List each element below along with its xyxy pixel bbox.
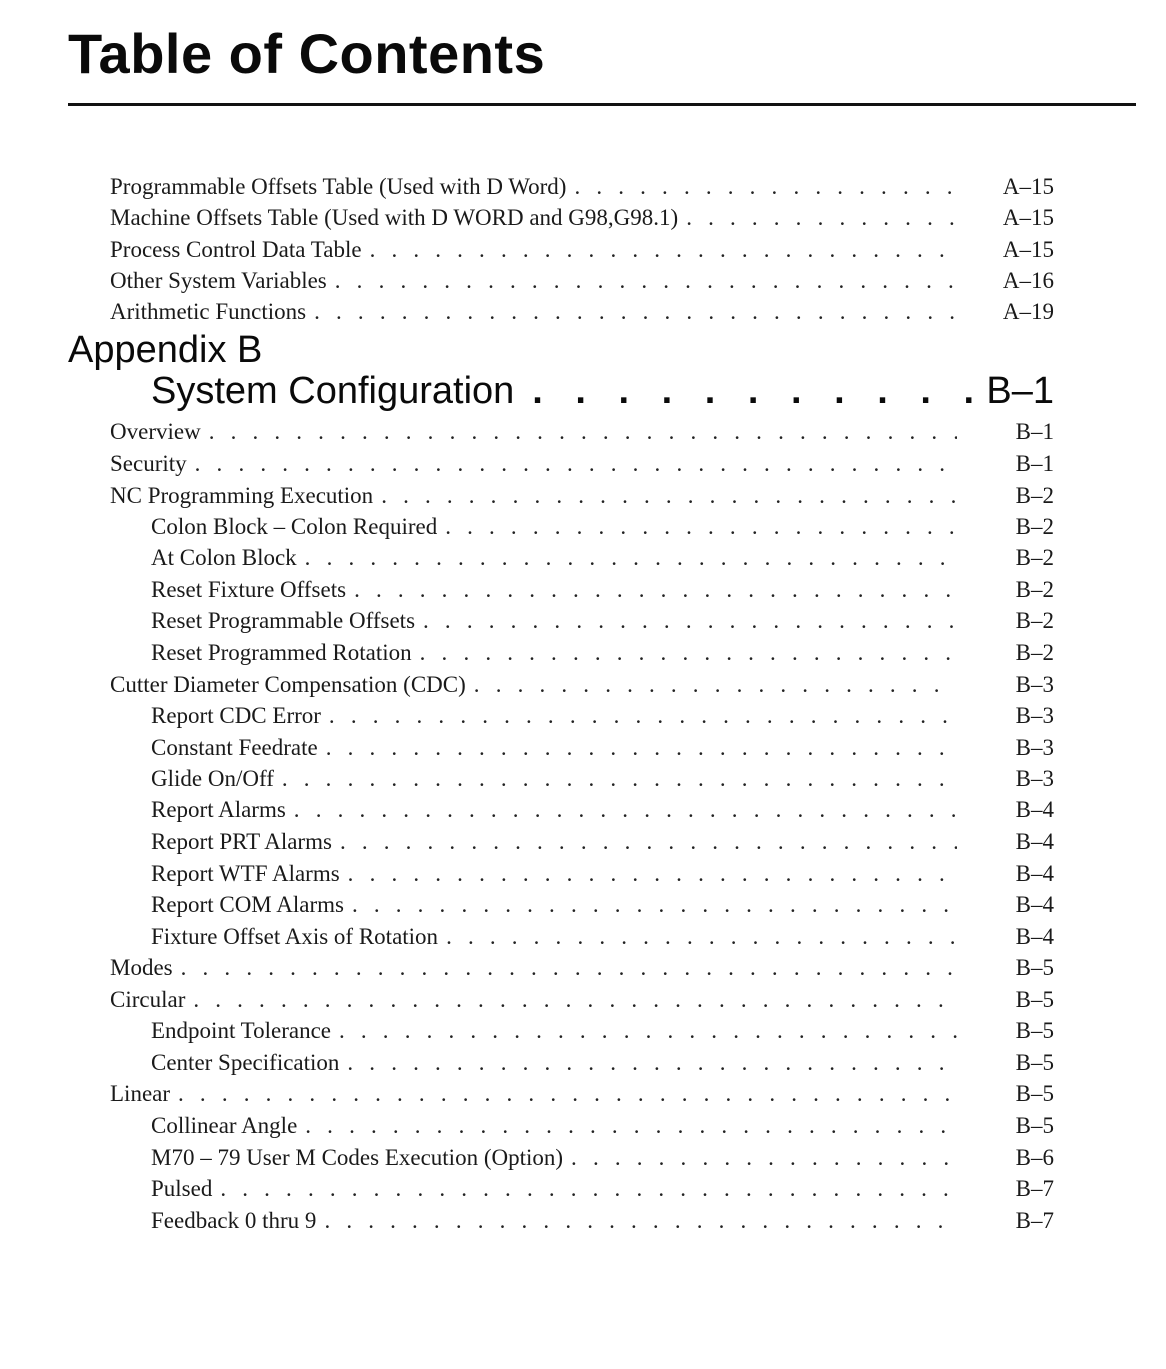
toc-entry-page: B–3 [1015,703,1054,728]
dot-leader [193,984,957,1016]
toc-entry-label: Center Specification [151,1050,340,1075]
toc-entry-page: A–15 [1002,174,1054,199]
dot-leader [571,1142,957,1174]
dot-leader [381,480,957,512]
toc-entry-nc-programming-execution[interactable] [110,480,1054,512]
toc-entry-colon-block-colon-required[interactable] [151,511,1054,543]
toc-entry-center-specification[interactable] [151,1047,1054,1079]
toc-entry-collinear-angle[interactable] [151,1110,1054,1142]
toc-entry-label: Collinear Angle [151,1113,298,1138]
toc-entry-feedback-0-thru-9[interactable] [151,1205,1054,1237]
toc-entry-page: B–5 [1015,987,1054,1012]
toc-entry-label: Process Control Data Table [110,237,362,262]
toc-entry-page: B–2 [1015,640,1054,665]
toc-entry-page: B–5 [1015,1018,1054,1043]
toc-entry-label: Report WTF Alarms [151,861,340,886]
toc-entry-glide-on-off[interactable] [151,763,1054,795]
toc-entry-page: B–4 [1015,829,1054,854]
toc-entry-page: B–6 [1015,1145,1054,1170]
toc-entry-page: B–2 [1015,545,1054,570]
toc-entry-page: B–5 [1015,1113,1054,1138]
toc-entry-reset-fixture-offsets[interactable] [151,574,1054,606]
toc-entry-label: Feedback 0 thru 9 [151,1208,317,1233]
toc-entry-label: Constant Feedrate [151,735,318,760]
toc-entry-label: Report PRT Alarms [151,829,332,854]
toc-entry-page: B–1 [1015,419,1054,444]
toc-entry-at-colon-block[interactable] [151,542,1054,574]
toc-entry-label: Colon Block – Colon Required [151,514,438,539]
toc-entry-page: B–3 [1015,672,1054,697]
toc-entry-label: Reset Programmable Offsets [151,608,416,633]
chapter-entry-system-configuration[interactable] [151,366,1054,416]
toc-entry-page: B–4 [1015,797,1054,822]
toc-entry-page: B–1 [1015,451,1054,476]
dot-leader [335,265,957,297]
dot-leader [446,921,957,953]
toc-entry-page: B–3 [1015,766,1054,791]
dot-leader [209,416,957,448]
toc-entry-process-control-data-table[interactable] [110,234,1054,266]
toc-entry-label: Other System Variables [110,268,327,293]
toc-entry-reset-programmable-offsets[interactable] [151,605,1054,637]
dot-leader [294,794,957,826]
toc-entry-label: Programmable Offsets Table (Used with D Word) [110,174,567,199]
toc-entry-page: A–16 [1002,268,1054,293]
dot-leader [326,732,957,764]
toc-entry-report-prt-alarms[interactable] [151,826,1054,858]
toc-entry-label: Machine Offsets Table (Used with D WORD and G98,G98.1) [110,205,679,230]
toc-entry-label: Fixture Offset Axis of Rotation [151,924,439,949]
dot-leader [178,1078,957,1110]
toc-entry-programmable-offsets-table[interactable] [110,171,1054,203]
toc-entry-label: Modes [110,955,173,980]
toc-entry-label: Arithmetic Functions [110,299,307,324]
dot-leader [686,202,957,234]
appendix-heading: Appendix B [68,329,263,371]
toc-entry-page: B–5 [1015,1050,1054,1075]
dot-leader [314,296,957,328]
toc-entry-page: B–4 [1015,924,1054,949]
dot-leader [474,669,957,701]
dot-leader [532,366,974,416]
toc-entry-report-alarms[interactable] [151,794,1054,826]
toc-entry-label: Cutter Diameter Compensation (CDC) [110,672,466,697]
toc-entry-label: Overview [110,419,201,444]
toc-entry-linear[interactable] [110,1078,1054,1110]
toc-entry-page: B–4 [1015,892,1054,917]
toc-entry-page: B–4 [1015,861,1054,886]
dot-leader [305,1110,957,1142]
dot-leader [220,1173,957,1205]
dot-leader [305,542,957,574]
toc-entry-report-wtf-alarms[interactable] [151,858,1054,890]
dot-leader [324,1205,957,1237]
dot-leader [354,574,957,606]
toc-entry-machine-offsets-table[interactable] [110,202,1054,234]
dot-leader [370,234,957,266]
dot-leader [445,511,957,543]
toc-entry-page: A–15 [1002,237,1054,262]
toc-entry-m70-79-user-m-codes[interactable] [151,1142,1054,1174]
toc-entry-report-cdc-error[interactable] [151,700,1054,732]
toc-entry-endpoint-tolerance[interactable] [151,1015,1054,1047]
toc-entry-page: B–2 [1015,483,1054,508]
toc-entry-constant-feedrate[interactable] [151,732,1054,764]
toc-entry-label: NC Programming Execution [110,483,374,508]
toc-entry-label: Security [110,451,187,476]
toc-entry-page: B–2 [1015,608,1054,633]
toc-entry-fixture-offset-axis-of-rotation[interactable] [151,921,1054,953]
toc-entry-label: Endpoint Tolerance [151,1018,331,1043]
toc-entry-page: A–15 [1002,205,1054,230]
toc-entry-modes[interactable] [110,952,1054,984]
dot-leader [347,1047,957,1079]
dot-leader [339,1015,957,1047]
toc-entry-label: Report CDC Error [151,703,321,728]
page-title: Table of Contents [68,22,546,85]
toc-entry-report-com-alarms[interactable] [151,889,1054,921]
toc-entry-arithmetic-functions[interactable] [110,296,1054,328]
toc-entry-page: B–2 [1015,514,1054,539]
toc-entry-label: At Colon Block [151,545,297,570]
toc-entry-other-system-variables[interactable] [110,265,1054,297]
toc-entry-label: Linear [110,1081,171,1106]
title-divider [68,103,1136,106]
toc-entry-overview[interactable] [110,416,1054,448]
toc-entry-label: Pulsed [151,1176,213,1201]
chapter-title: System Configuration [151,370,515,412]
toc-entry-cutter-diameter-compensation[interactable] [110,669,1054,701]
toc-entry-page: B–2 [1015,577,1054,602]
dot-leader [348,858,957,890]
dot-leader [423,605,957,637]
toc-entry-label: Report COM Alarms [151,892,344,917]
dot-leader [329,700,957,732]
dot-leader [352,889,957,921]
dot-leader [340,826,957,858]
chapter-page: B–1 [986,370,1054,412]
dot-leader [181,952,957,984]
dot-leader [420,637,957,669]
toc-entry-security[interactable] [110,448,1054,480]
toc-entry-page: B–3 [1015,735,1054,760]
dot-leader [574,171,957,203]
toc-entry-page: A–19 [1002,299,1054,324]
toc-entry-label: Reset Fixture Offsets [151,577,347,602]
dot-leader [195,448,957,480]
toc-entry-page: B–5 [1015,955,1054,980]
toc-entry-circular[interactable] [110,984,1054,1016]
toc-entry-page: B–7 [1015,1176,1054,1201]
dot-leader [282,763,957,795]
toc-entry-reset-programmed-rotation[interactable] [151,637,1054,669]
toc-entry-label: M70 – 79 User M Codes Execution (Option) [151,1145,564,1170]
toc-entry-label: Glide On/Off [151,766,274,791]
toc-entry-page: B–5 [1015,1081,1054,1106]
toc-entry-label: Reset Programmed Rotation [151,640,412,665]
toc-entry-pulsed[interactable] [151,1173,1054,1205]
toc-entry-page: B–7 [1015,1208,1054,1233]
toc-entry-label: Report Alarms [151,797,286,822]
toc-entry-label: Circular [110,987,186,1012]
